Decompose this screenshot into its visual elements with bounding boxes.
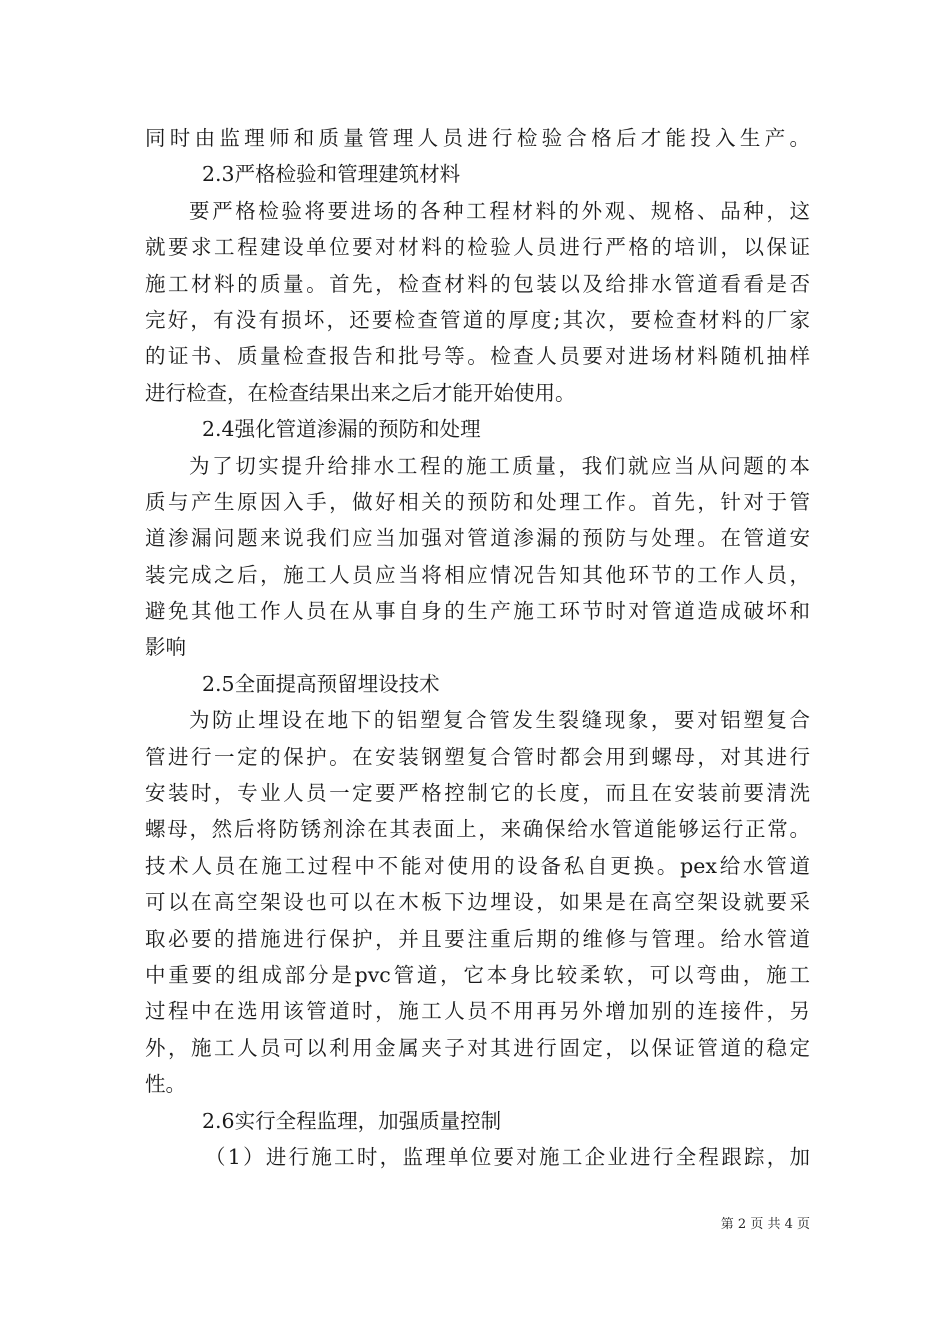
paragraph-line: 避免其他工作人员在从事自身的生产施工环节时对管道造成破坏和 — [145, 599, 810, 624]
page-number-footer: 第 2 页 共 4 页 — [720, 1217, 810, 1232]
paragraph-line: 技术人员在施工过程中不能对使用的设备私自更换。pex给水管道 — [145, 853, 810, 878]
paragraph-line: 就要求工程建设单位要对材料的检验人员进行严格的培训，以保证 — [145, 235, 810, 260]
paragraph-line: 同时由监理师和质量管理人员进行检验合格后才能投入生产。 — [145, 126, 810, 150]
document-body — [145, 120, 810, 1175]
paragraph-line: 可以在高空架设也可以在木板下边埋设，如果是在高空架设就要采 — [145, 890, 810, 915]
paragraph-line: 取必要的措施进行保护，并且要注重后期的维修与管理。给水管道 — [145, 926, 810, 951]
paragraph-line: 螺母，然后将防锈剂涂在其表面上，来确保给水管道能够运行正常。 — [145, 817, 810, 842]
paragraph-line: 管进行一定的保护。在安装钢塑复合管时都会用到螺母，对其进行 — [145, 744, 810, 769]
paragraph-line: 装完成之后，施工人员应当将相应情况告知其他环节的工作人员， — [145, 562, 810, 587]
paragraph-line: 中重要的组成部分是pvc管道，它本身比较柔软，可以弯曲，施工 — [145, 962, 810, 987]
paragraph-line: 要严格检验将要进场的各种工程材料的外观、规格、品种，这 — [189, 198, 810, 223]
paragraph-line: 完好，有没有损坏，还要检查管道的厚度;其次，要检查材料的厂家 — [145, 307, 810, 332]
paragraph-line: 外，施工人员可以利用金属夹子对其进行固定，以保证管道的稳定 — [145, 1035, 810, 1060]
paragraph-line: 进行检查，在检查结果出来之后才能开始使用。 — [145, 380, 576, 405]
section-heading-2-4: 2.4强化管道渗漏的预防和处理 — [202, 417, 481, 442]
paragraph-line: 质与产生原因入手，做好相关的预防和处理工作。首先，针对于管 — [145, 489, 810, 514]
paragraph-line: 为防止埋设在地下的铝塑复合管发生裂缝现象，要对铝塑复合 — [189, 708, 810, 733]
section-heading-2-3: 2.3严格检验和管理建筑材料 — [202, 162, 461, 187]
paragraph-line: 影响 — [145, 635, 186, 660]
paragraph-line: 过程中在选用该管道时，施工人员不用再另外增加别的连接件，另 — [145, 999, 810, 1024]
paragraph-line: 施工材料的质量。首先，检查材料的包装以及给排水管道看看是否 — [145, 271, 810, 296]
paragraph-line: 性。 — [145, 1072, 186, 1097]
paragraph-line: （1）进行施工时，监理单位要对施工企业进行全程跟踪，加 — [205, 1144, 810, 1169]
section-heading-2-5: 2.5全面提高预留埋设技术 — [202, 671, 440, 696]
paragraph-line: 道渗漏问题来说我们应当加强对管道渗漏的预防与处理。在管道安 — [145, 526, 810, 551]
section-heading-2-6: 2.6实行全程监理，加强质量控制 — [202, 1108, 502, 1133]
paragraph-line: 的证书、质量检查报告和批号等。检查人员要对进场材料随机抽样 — [145, 344, 810, 369]
paragraph-line: 安装时，专业人员一定要严格控制它的长度，而且在安装前要清洗 — [145, 781, 810, 806]
paragraph-line: 为了切实提升给排水工程的施工质量，我们就应当从问题的本 — [189, 453, 810, 478]
